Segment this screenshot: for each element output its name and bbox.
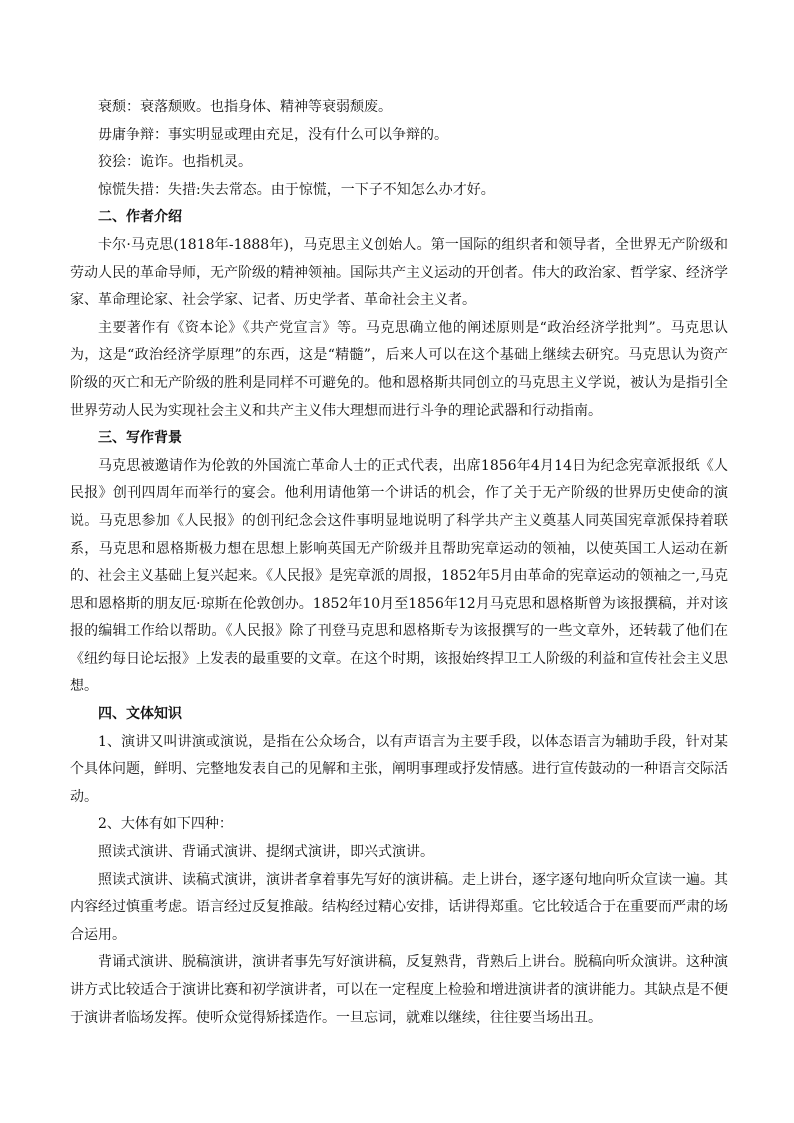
- glossary-item: 毋庸争辩：事实明显或理由充足，没有什么可以争辩的。: [98, 126, 448, 143]
- background-paragraph: 马克思被邀请作为伦敦的外国流亡革命人士的正式代表，出席1856年4月14日为纪念宪章派报纸《人民报》创刊四周年而举行的宴会。他利用请他第一个讲话的机会，作了关于无产阶级的世界历史使命的演说。马克思参加《人民报》的创刊纪念会这件事明显地说明了科学共产主义奠基人同英国宪章派保持着联系，马克思和恩格斯极力想在思想上影响英国无产阶级并且帮助宪章运动的领袖，以使英国工人运动在新的、社会主义基础上复兴起来。《人民报》是宪章派的周报，1852年5月由革命的宪章运动的领袖之一,马克思和恩格斯的朋友厄·琼斯在伦敦创办。1852年10月至1856年12月马克思和恩格斯曾为该报撰稿，并对该报的编辑工作给以帮助。《人民报》除了刊登马克思和恩格斯专为该报撰写的一些文章外，还转载了他们在《纽约每日论坛报》上发表的最重要的文章。在这个时期，该报始终捍卫工人阶级的利益和宣传社会主义思想。: [70, 457, 728, 695]
- section-heading-author: 二、作者介绍: [98, 209, 182, 226]
- glossary-item: 衰颓：衰落颓败。也指身体、精神等衰弱颓废。: [98, 99, 392, 115]
- author-paragraph: 主要著作有《资本论》《共产党宣言》等。马克思确立他的阐述原则是“政治经济学批判”。马克思认为，这是“政治经济学原理”的东西，这是“精髓”，后来人可以在这个基础上继续去研究。马克思认为资产阶级的灭亡和无产阶级的胜利是同样不可避免的。他和恩格斯共同创立的马克思主义学说，被认为是指引全世界劳动人民为实现社会主义和共产主义伟大理想而进行斗争的理论武器和行动指南。: [70, 319, 728, 419]
- genre-paragraph: 背诵式演讲、脱稿演讲，演讲者事先写好演讲稿，反复熟背，背熟后上讲台。脱稿向听众演讲。这种演讲方式比较适合于演讲比赛和初学演讲者，可以在一定程度上检验和增进演讲者的演讲能力。其缺点是不便于演讲者临场发挥。使听众觉得矫揉造作。一旦忘词，就难以继续，往往要当场出丑。: [70, 954, 728, 1026]
- glossary-item: 惊慌失措：失措:失去常态。由于惊慌，一下子不知怎么办才好。: [98, 181, 495, 198]
- section-heading-genre: 四、文体知识: [98, 706, 182, 723]
- document-page: [70, 94, 728, 1032]
- glossary-item: 狡狯：诡诈。也指机灵。: [98, 154, 252, 171]
- genre-paragraph: 2、大体有如下四种：: [98, 816, 233, 833]
- genre-paragraph: 照读式演讲、读稿式演讲，演讲者拿着事先写好的演讲稿。走上讲台，逐字逐句地向听众宣读一遍。其内容经过慎重考虑。语言经过反复推敲。结构经过精心安排，话讲得郑重。它比较适合于在重要而严肃的场合运用。: [70, 871, 728, 943]
- genre-paragraph: 照读式演讲、背诵式演讲、提纲式演讲，即兴式演讲。: [98, 844, 434, 861]
- section-heading-background: 三、写作背景: [98, 430, 182, 447]
- genre-paragraph: 1、演讲又叫讲演或演说，是指在公众场合，以有声语言为主要手段，以体态语言为辅助手段，针对某个具体问题，鲜明、完整地发表自己的见解和主张，阐明事理或抒发情感。进行宣传鼓动的一种语言交际活动。: [70, 733, 728, 805]
- author-paragraph: 卡尔·马克思(1818年-1888年)，马克思主义创始人。第一国际的组织者和领导者，全世界无产阶级和劳动人民的革命导师，无产阶级的精神领袖。国际共产主义运动的开创者。伟大的政治家、哲学家、经济学家、革命理论家、社会学家、记者、历史学者、革命社会主义者。: [70, 236, 728, 309]
